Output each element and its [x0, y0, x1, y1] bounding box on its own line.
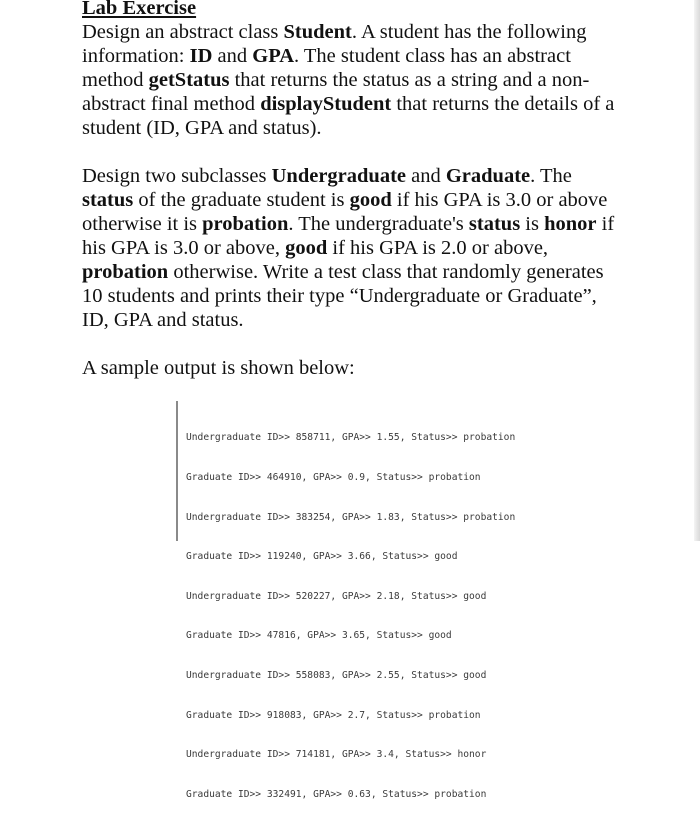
sample-output-line: Undergraduate ID>> 520227, GPA>> 2.18, Status>> good: [186, 590, 487, 602]
bold-term: probation: [82, 261, 169, 283]
bold-term: GPA: [252, 45, 295, 67]
text-run: that returns the details of a student (ID, GPA and status).: [82, 93, 615, 139]
bold-term: Undergraduate: [271, 165, 406, 187]
paragraph-subclasses: [82, 164, 622, 332]
text-run: if his GPA is 3.0 or above,: [82, 213, 615, 259]
bold-term: honor: [544, 213, 597, 235]
text-run: if his GPA is 2.0 or above,: [327, 237, 549, 259]
sample-output-line: Undergraduate ID>> 858711, GPA>> 1.55, Status>> probation: [186, 432, 516, 444]
text-run: and: [212, 45, 253, 67]
text-run: . The student class has an abstract method: [82, 45, 571, 91]
lab-exercise-text: [82, 0, 622, 380]
sample-output-line: Graduate ID>> 332491, GPA>> 0.63, Status>> probation: [186, 788, 487, 800]
text-run: if his GPA is 3.0 or above otherwise it is: [82, 189, 608, 235]
text-run: . A student has the following information:: [82, 21, 587, 67]
sample-output-line: Graduate ID>> 119240, GPA>> 3.66, Status>> good: [186, 551, 458, 563]
page-edge-shadow: [694, 0, 700, 541]
text-run: otherwise. Write a test class that randomly generates 10 students and prints their type “Undergraduate or Graduate”, ID, GPA and status.: [82, 261, 604, 331]
sample-output-line: Graduate ID>> 47816, GPA>> 3.65, Status>> good: [186, 630, 452, 642]
text-run: and: [406, 165, 446, 187]
bold-term: status: [468, 213, 521, 235]
sample-output-line: Undergraduate ID>> 714181, GPA>> 3.4, Status>> honor: [186, 749, 487, 761]
sample-output-line: Graduate ID>> 918083, GPA>> 2.7, Status>> probation: [186, 709, 481, 721]
sample-output-line: Undergraduate ID>> 558083, GPA>> 2.55, Status>> good: [186, 670, 487, 682]
bold-term: ID: [189, 45, 213, 67]
bold-term: Student: [283, 21, 352, 43]
bold-term: Graduate: [445, 165, 531, 187]
bold-term: status: [82, 189, 134, 211]
bold-term: probation: [202, 213, 289, 235]
text-run: of the graduate student is: [133, 189, 350, 211]
bold-term: good: [285, 237, 328, 259]
paragraph-abstract-class: [82, 20, 622, 140]
text-run: . The undergraduate's: [288, 213, 469, 235]
bold-term: getStatus: [148, 69, 230, 91]
paragraph-sample-intro: A sample output is shown below:: [82, 357, 355, 379]
bold-term: displayStudent: [260, 93, 392, 115]
text-run: Design an abstract class: [82, 21, 284, 43]
page-title: Lab Exercise: [82, 0, 197, 19]
text-run: is: [520, 213, 545, 235]
sample-output-block: [176, 401, 536, 800]
text-run: that returns the status as a string and a non-abstract final method: [82, 69, 590, 115]
bold-term: good: [349, 189, 392, 211]
text-run: . The: [530, 165, 572, 187]
text-run: Design two subclasses: [82, 165, 272, 187]
sample-output-line: Undergraduate ID>> 383254, GPA>> 1.83, Status>> probation: [186, 511, 516, 523]
sample-output-line: Graduate ID>> 464910, GPA>> 0.9, Status>> probation: [186, 472, 481, 484]
